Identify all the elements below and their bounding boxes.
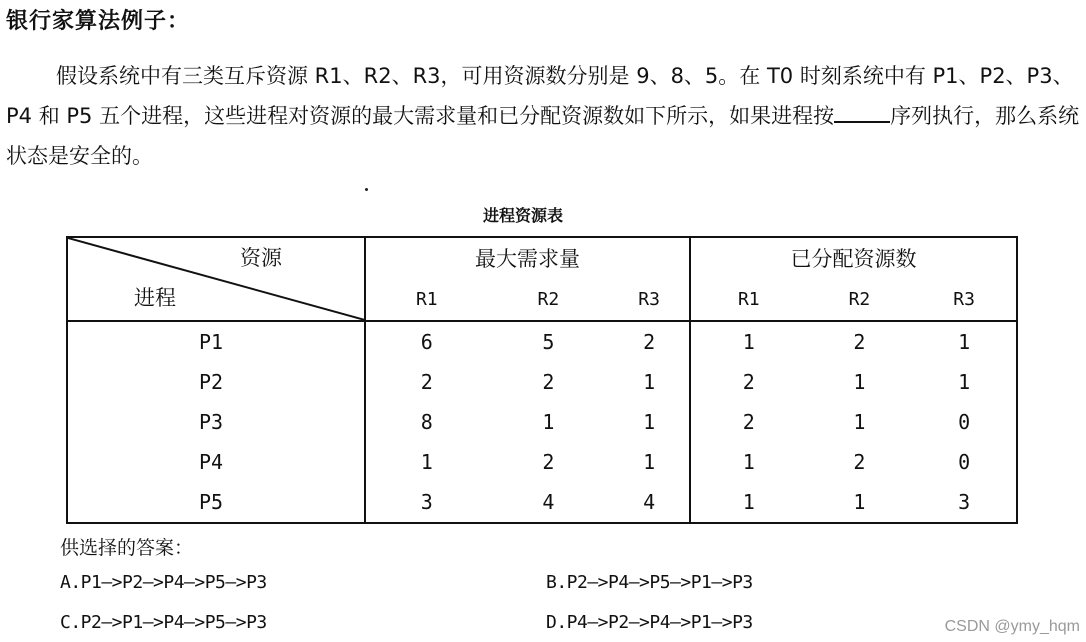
table-row [67,362,1017,402]
diagonal-line [68,238,365,320]
paragraph-text-1: 假设系统中有三类互斥资源 R1、R2、R3，可用资源数分别是 9、8、5。在 T0 时刻系统中有 P1、P2、P3、P4 和 P5 五个进程，这些进程对资源的最大需求量和已分配资源数如下所示，如果进程按 [6,64,1074,128]
group-header-max: 最大需求量 [365,237,690,278]
table-row [67,482,1017,523]
value-cell: 1 [742,450,755,474]
value-cell: 2 [542,450,555,474]
value-cell: 2 [542,370,555,394]
value-cell: 1 [912,362,1017,402]
table-row [67,442,1017,482]
resource-table [66,236,1018,524]
sub-header: R1 [690,278,807,321]
value-cell: 1 [807,482,913,523]
corner-resource-label: 资源 [240,246,282,270]
sub-header: R2 [807,278,913,321]
process-cell: P3 [67,402,365,442]
value-cell: 2 [853,330,866,354]
choices-label: 供选择的答案： [60,537,194,559]
corner-process-label: 进程 [134,286,176,310]
process-cell: P2 [67,362,365,402]
value-cell: 3 [365,482,488,523]
sub-header: R3 [609,278,690,321]
paragraph-text-2: 序列执行，那么系统状态是安全的。 [6,104,1080,168]
table-corner-cell [67,237,365,321]
value-cell: 4 [609,482,690,523]
value-cell: 1 [853,370,866,394]
value-cell: 0 [912,402,1017,442]
value-cell: 1 [853,410,866,434]
value-cell: 0 [912,442,1017,482]
value-cell: 4 [488,482,610,523]
value-cell: 2 [853,450,866,474]
value-cell: 1 [542,410,555,434]
option-b: B.P2—>P4—>P5—>P1—>P3 [546,572,753,593]
value-cell: 1 [609,402,690,442]
sub-header: R1 [365,278,488,321]
value-cell: 2 [420,370,433,394]
value-cell: 1 [609,362,690,402]
process-cell: P5 [67,482,365,523]
value-cell: 1 [609,442,690,482]
process-cell: P4 [67,442,365,482]
answer-blank [834,103,890,123]
page-heading: 银行家算法例子： [6,9,191,34]
sub-header: R2 [488,278,610,321]
table-row [67,321,1017,362]
value-cell: 2 [742,410,755,434]
value-cell: 5 [542,330,555,354]
value-cell: 1 [912,321,1017,362]
watermark: CSDN @ymy_hqm [944,618,1080,635]
option-c: C.P2—>P1—>P4—>P5—>P3 [60,612,267,633]
option-d: D.P4—>P2—>P4—>P1—>P3 [546,612,753,633]
value-cell: 3 [912,482,1017,523]
process-cell: P1 [67,321,365,362]
value-cell: 1 [690,482,807,523]
value-cell: 2 [742,370,755,394]
value-cell: 1 [742,330,755,354]
group-header-alloc: 已分配资源数 [690,237,1017,278]
value-cell: 1 [420,450,433,474]
stray-dot [365,188,368,191]
problem-paragraph [6,56,1084,176]
table-row [67,402,1017,442]
option-a: A.P1—>P2—>P4—>P5—>P3 [60,572,267,593]
sub-header: R3 [912,278,1017,321]
value-cell: 6 [420,330,433,354]
value-cell: 2 [609,321,690,362]
value-cell: 8 [420,410,433,434]
table-caption: 进程资源表 [483,206,564,225]
